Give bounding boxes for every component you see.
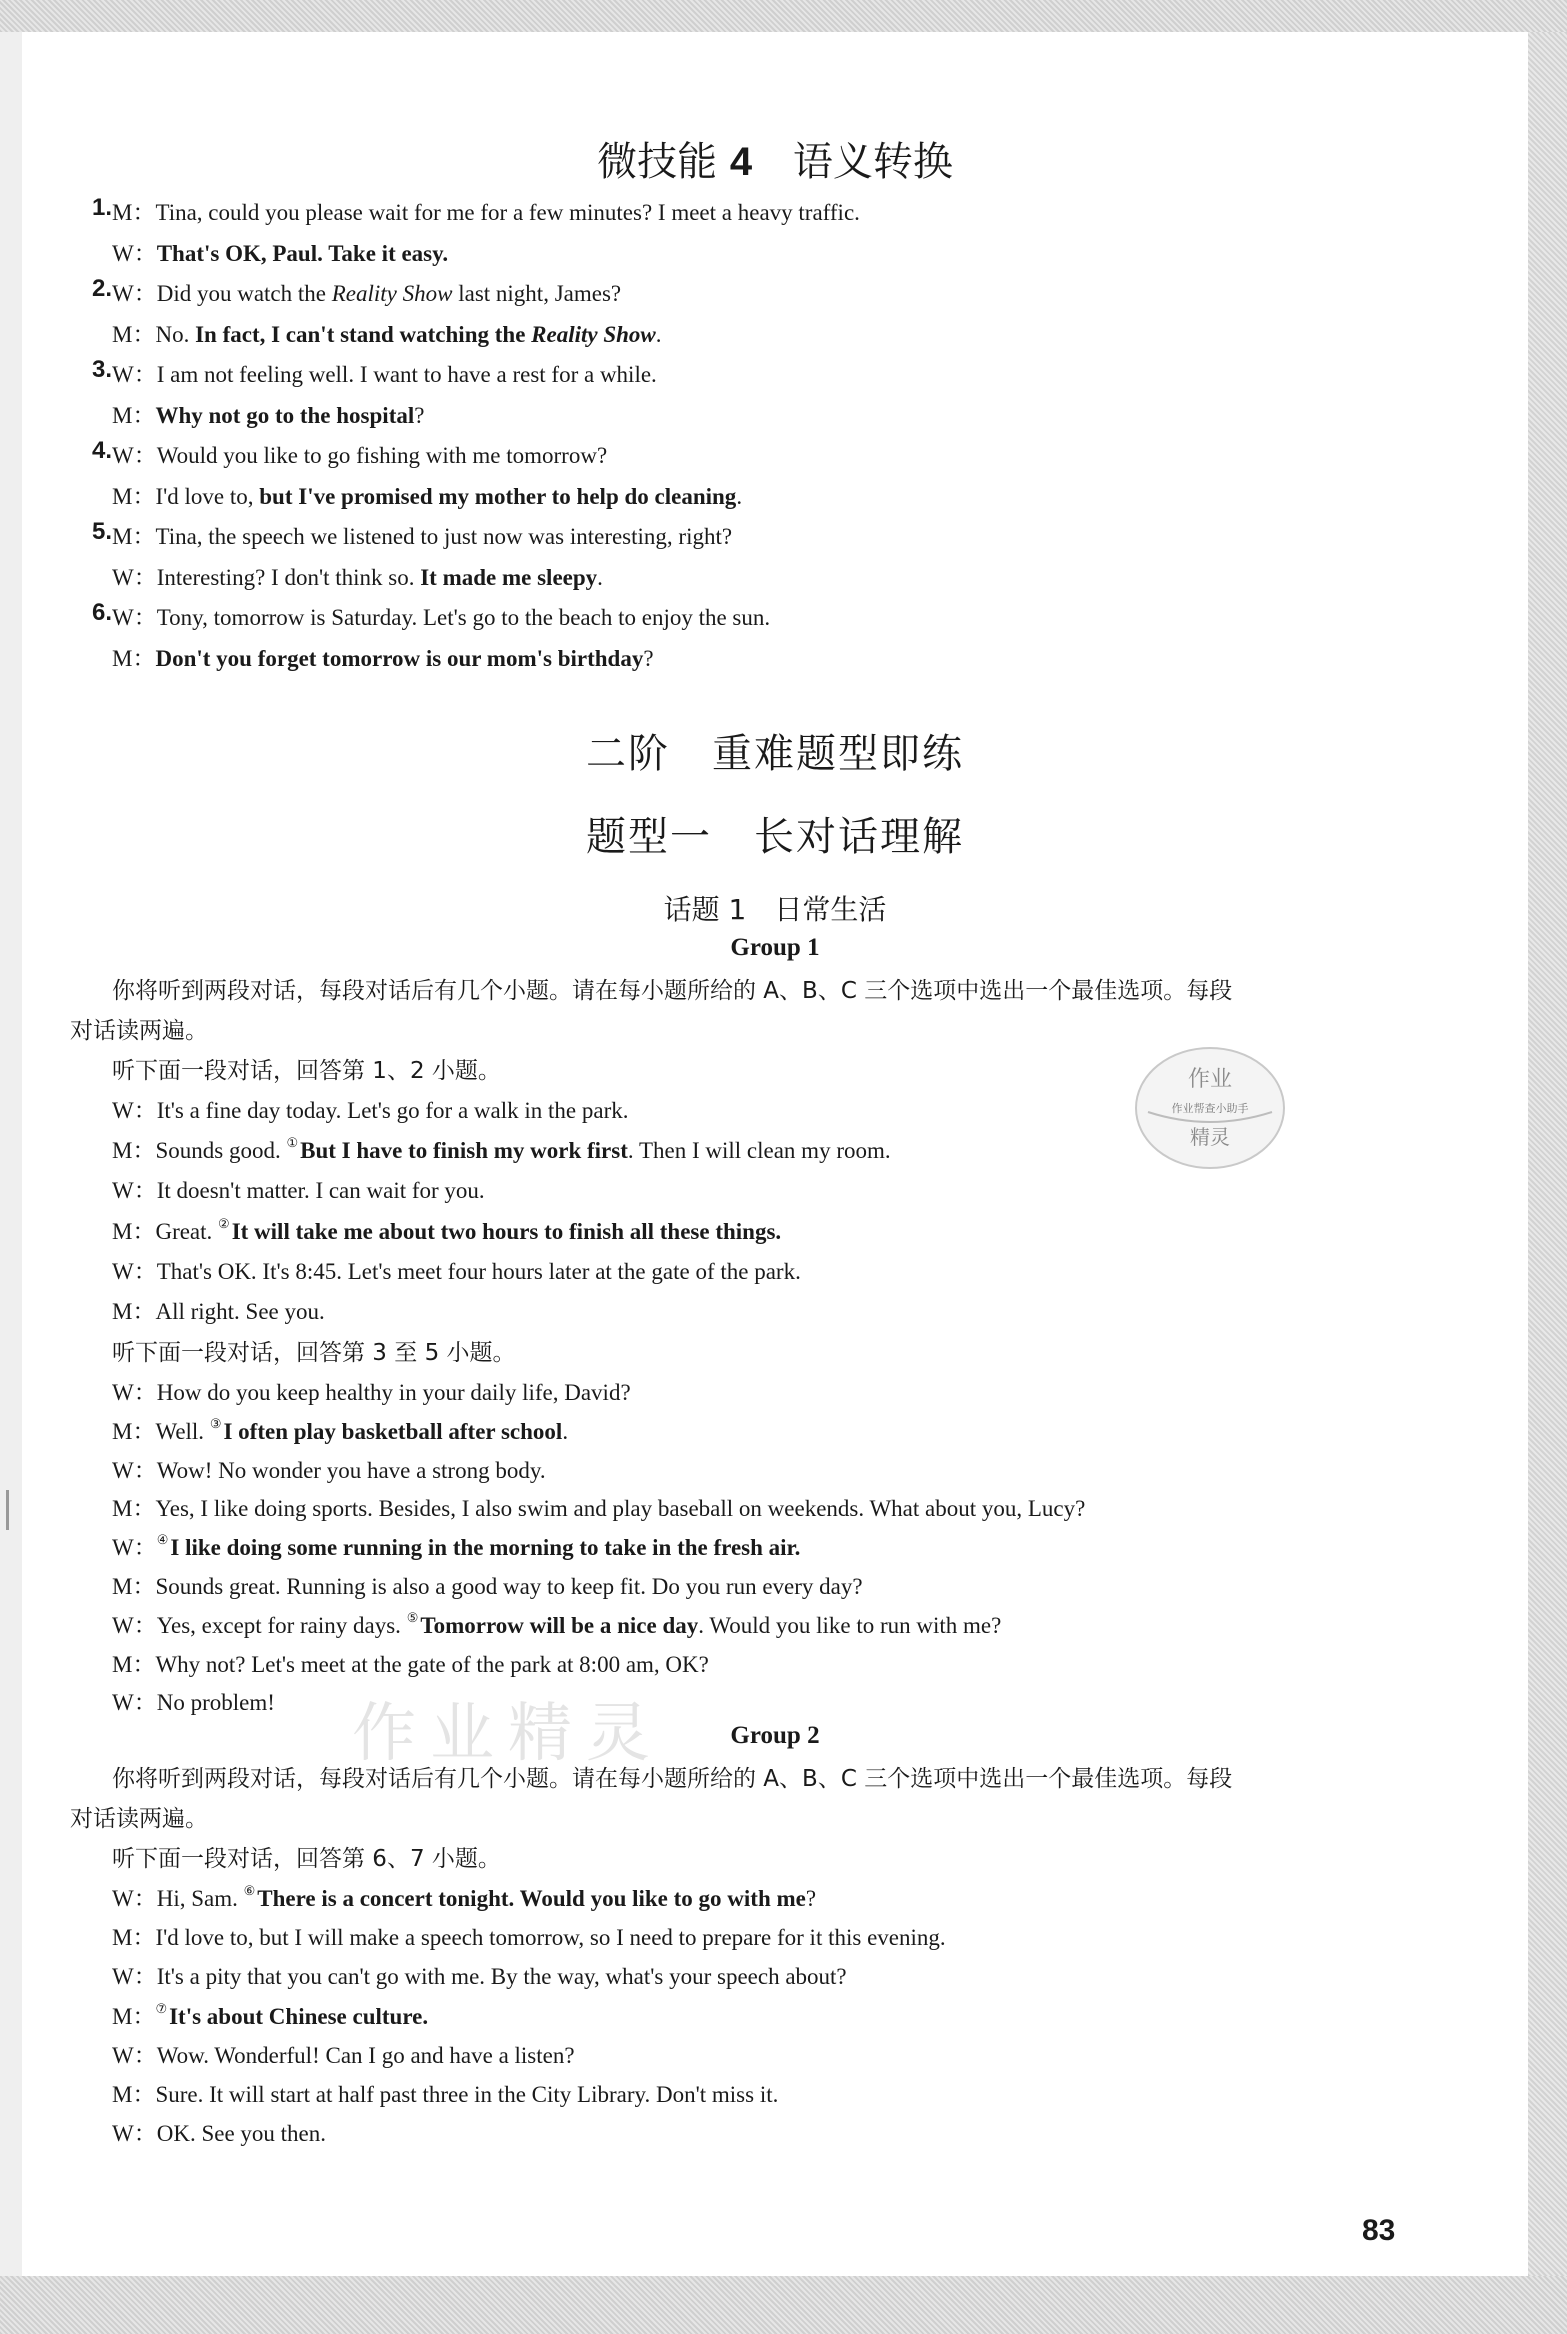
dialogue-text: . (655, 322, 662, 347)
scan-border-right (1528, 32, 1567, 2276)
group1-question2: 听下面一段对话，回答第 3 至 5 小题。 (112, 1340, 516, 1366)
dialogue-text: Why not? Let's meet at the gate of the park at 8:00 am, OK? (155, 1652, 709, 1677)
dialogue-text: I am not feeling well. I want to have a rest for a while. (156, 362, 657, 387)
scan-border-top (0, 0, 1567, 32)
dialogue-line (112, 1529, 800, 1562)
dialogue-text: Did you watch the (156, 281, 332, 306)
dialogue-text: Yes, except for rainy days. (156, 1613, 407, 1638)
skill-heading-prefix: 微技能 (597, 139, 718, 185)
speaker-label: W： (112, 1964, 157, 1989)
dialogue-text: . Would you like to run with me? (698, 1613, 1002, 1638)
item-number: 3. (92, 356, 113, 383)
skill-line (112, 559, 603, 592)
speaker-label: W： (112, 565, 157, 590)
skill-heading-title: 语义转换 (792, 139, 953, 185)
speaker-label: W： (112, 2043, 157, 2068)
scan-border-left (0, 32, 22, 2276)
dialogue-line (112, 1213, 781, 1246)
speaker-label: W： (112, 443, 157, 468)
group1-label: Group 1 (730, 934, 820, 961)
skill-line (92, 356, 657, 389)
dialogue-italic: Reality Show (331, 281, 453, 306)
answer-text: There is a concert tonight. Would you like to go with me (257, 1886, 806, 1911)
dialogue-line (112, 1998, 428, 2031)
circled-marker: ⑥ (243, 1883, 256, 1899)
speaker-label: M： (112, 1219, 156, 1244)
skill-heading-number: 4 (729, 140, 753, 184)
speaker-label: W： (112, 1259, 157, 1284)
speaker-label: W： (112, 2121, 157, 2146)
skill-line (112, 316, 662, 349)
dialogue-line (112, 2037, 575, 2070)
dialogue-line (112, 1413, 568, 1446)
speaker-label: M： (112, 200, 156, 225)
dialogue-text: . (597, 565, 603, 590)
item-number: 4. (92, 437, 113, 464)
group2-label: Group 2 (730, 1722, 820, 1749)
section-title: 二阶 重难题型即练 (586, 731, 964, 777)
skill-line (112, 478, 742, 511)
dialogue-text: Sure. It will start at half past three in the City Library. Don't miss it. (155, 2082, 779, 2107)
dialogue-text: That's OK. It's 8:45. Let's meet four hours later at the gate of the park. (156, 1259, 801, 1284)
dialogue-text: It's a fine day today. Let's go for a walk in the park. (156, 1098, 629, 1123)
skill-line (112, 235, 448, 268)
dialogue-text: It's a pity that you can't go with me. By the way, what's your speech about? (156, 1964, 847, 1989)
dialogue-text: Wow. Wonderful! Can I go and have a listen? (156, 2043, 575, 2068)
speaker-label: M： (112, 1652, 156, 1677)
dialogue-text: last night, James? (452, 281, 622, 306)
skill-line (92, 194, 860, 227)
dialogue-text: Hi, Sam. (156, 1886, 244, 1911)
item-number: 2. (92, 275, 113, 302)
speaker-label: M： (112, 1496, 156, 1521)
speaker-label: M： (112, 1574, 156, 1599)
skill-line (92, 275, 622, 308)
group2-instruction-line2: 对话读两遍。 (70, 1806, 208, 1832)
answer-text: But I have to finish my work first (300, 1138, 628, 1163)
speaker-label: W： (112, 241, 157, 266)
dialogue-text: I'd love to, (155, 484, 260, 509)
speaker-label: M： (112, 2004, 156, 2029)
speaker-label: W： (112, 1178, 157, 1203)
speaker-label: W： (112, 281, 157, 306)
dialogue-text: Tina, could you please wait for me for a few minutes? I meet a heavy traffic. (155, 200, 860, 225)
dialogue-line (112, 1452, 546, 1485)
dialogue-text: Sounds good. (155, 1138, 287, 1163)
speaker-label: M： (112, 403, 156, 428)
item-number: 1. (92, 194, 113, 221)
group1-question1: 听下面一段对话，回答第 1、2 小题。 (112, 1058, 501, 1084)
speaker-label: W： (112, 1535, 157, 1560)
skill-line (92, 518, 733, 551)
dialogue-text: OK. See you then. (156, 2121, 326, 2146)
item-number: 5. (92, 518, 113, 545)
dialogue-text: Yes, I like doing sports. Besides, I also swim and play baseball on weekends. What about you, Lucy? (155, 1496, 1086, 1521)
answer-text: In fact, I can't stand watching the (195, 322, 532, 347)
group1-instruction-line1: 你将听到两段对话，每段对话后有几个小题。请在每小题所给的 A、B、C 三个选项中选出一个最佳选项。每段 (112, 978, 1233, 1004)
dialogue-text: I'd love to, but I will make a speech tomorrow, so I need to prepare for it this evening. (155, 1925, 946, 1950)
binding-mark (6, 1490, 9, 1530)
speaker-label: M： (112, 1925, 156, 1950)
dialogue-line (112, 1880, 816, 1913)
answer-italic: Reality Show (531, 322, 656, 347)
topic-title: 话题 1 日常生活 (663, 893, 887, 926)
skill-line (112, 397, 424, 430)
speaker-label: W： (112, 1098, 157, 1123)
speaker-label: W： (112, 1380, 157, 1405)
dialogue-text: Wow! No wonder you have a strong body. (156, 1458, 546, 1483)
answer-text: Tomorrow will be a nice day (420, 1613, 699, 1638)
dialogue-text: No. (155, 322, 196, 347)
stamp-logo (1130, 1042, 1290, 1177)
stamp-middle-text: 作业帮查小助手 (1171, 1102, 1249, 1115)
speaker-label: W： (112, 1613, 157, 1638)
speaker-label: M： (112, 1299, 156, 1324)
circled-marker: ② (218, 1216, 230, 1232)
dialogue-line (112, 1490, 1085, 1523)
speaker-label: W： (112, 1886, 157, 1911)
dialogue-line (112, 1092, 628, 1125)
scan-border-bottom (0, 2276, 1567, 2334)
dialogue-line (112, 2115, 326, 2148)
skill-line (92, 437, 608, 470)
dialogue-line (112, 1646, 709, 1679)
answer-text: It's about Chinese culture. (169, 2004, 429, 2029)
speaker-label: M： (112, 524, 156, 549)
dialogue-text: . (562, 1419, 569, 1444)
speaker-label: M： (112, 322, 156, 347)
skill-line (92, 599, 771, 632)
circled-marker: ⑦ (155, 2001, 168, 2017)
circled-marker: ① (286, 1135, 299, 1151)
page-number: 83 (1362, 2214, 1396, 2247)
dialogue-text: Great. (155, 1219, 219, 1244)
dialogue-text: Well. (155, 1419, 210, 1444)
dialogue-text: All right. See you. (155, 1299, 325, 1324)
dialogue-line (112, 1253, 801, 1286)
type-title: 题型一 长对话理解 (586, 814, 964, 860)
dialogue-text: ? (643, 646, 654, 671)
answer-text: Don't you forget tomorrow is our mom's birthday (155, 646, 644, 671)
dialogue-text: ? (805, 1886, 817, 1911)
dialogue-line (112, 2076, 778, 2109)
dialogue-text: Sounds great. Running is also a good way to keep fit. Do you run every day? (155, 1574, 863, 1599)
speaker-label: M： (112, 1138, 156, 1163)
speaker-label: W： (112, 362, 157, 387)
speaker-label: M： (112, 2082, 156, 2107)
answer-text: I often play basketball after school (223, 1419, 563, 1444)
speaker-label: M： (112, 1419, 156, 1444)
speaker-label: W： (112, 1458, 157, 1483)
circled-marker: ④ (156, 1532, 169, 1548)
dialogue-text: . Then I will clean my room. (627, 1138, 891, 1163)
dialogue-line (112, 1607, 1001, 1640)
skill-line (112, 640, 654, 673)
item-number: 6. (92, 599, 113, 626)
group2-question1: 听下面一段对话，回答第 6、7 小题。 (112, 1846, 501, 1872)
skill-heading (22, 130, 1528, 187)
dialogue-line (112, 1958, 847, 1991)
answer-text: I like doing some running in the morning to take in the fresh air. (170, 1535, 801, 1560)
dialogue-line (112, 1293, 325, 1326)
dialogue-text: . (736, 484, 743, 509)
dialogue-text: Tina, the speech we listened to just now was interesting, right? (155, 524, 733, 549)
stamp-top-text: 作业 (1187, 1067, 1233, 1092)
answer-text: It will take me about two hours to finish all these things. (231, 1219, 782, 1244)
watermark: 作业精灵 (352, 1697, 664, 1771)
dialogue-line (112, 1132, 891, 1165)
circled-marker: ③ (209, 1416, 222, 1432)
answer-text: Why not go to the hospital (155, 403, 415, 428)
answer-text: but I've promised my mother to help do cleaning (259, 484, 737, 509)
dialogue-text: Tony, tomorrow is Saturday. Let's go to the beach to enjoy the sun. (156, 605, 771, 630)
group1-instruction-line2: 对话读两遍。 (70, 1018, 208, 1044)
speaker-label: M： (112, 646, 156, 671)
answer-text: It made me sleepy (420, 565, 598, 590)
answer-text: That's OK, Paul. Take it easy. (156, 241, 449, 266)
dialogue-line (112, 1374, 631, 1407)
dialogue-line (112, 1172, 485, 1205)
dialogue-text: How do you keep healthy in your daily life, David? (156, 1380, 631, 1405)
dialogue-text: Interesting? I don't think so. (156, 565, 421, 590)
dialogue-line (112, 1919, 946, 1952)
stamp-bottom-text: 精灵 (1190, 1125, 1230, 1149)
group2-instruction-line1: 你将听到两段对话，每段对话后有几个小题。请在每小题所给的 A、B、C 三个选项中选出一个最佳选项。每段 (112, 1766, 1233, 1792)
speaker-label: M： (112, 484, 156, 509)
dialogue-text: It doesn't matter. I can wait for you. (156, 1178, 485, 1203)
dialogue-text: No problem! (156, 1690, 275, 1715)
document-page (22, 32, 1528, 2276)
speaker-label: W： (112, 605, 157, 630)
speaker-label: W： (112, 1690, 157, 1715)
circled-marker: ⑤ (406, 1610, 419, 1626)
dialogue-text: ? (414, 403, 425, 428)
dialogue-line (112, 1568, 863, 1601)
dialogue-text: Would you like to go fishing with me tomorrow? (156, 443, 608, 468)
dialogue-line (112, 1684, 275, 1717)
